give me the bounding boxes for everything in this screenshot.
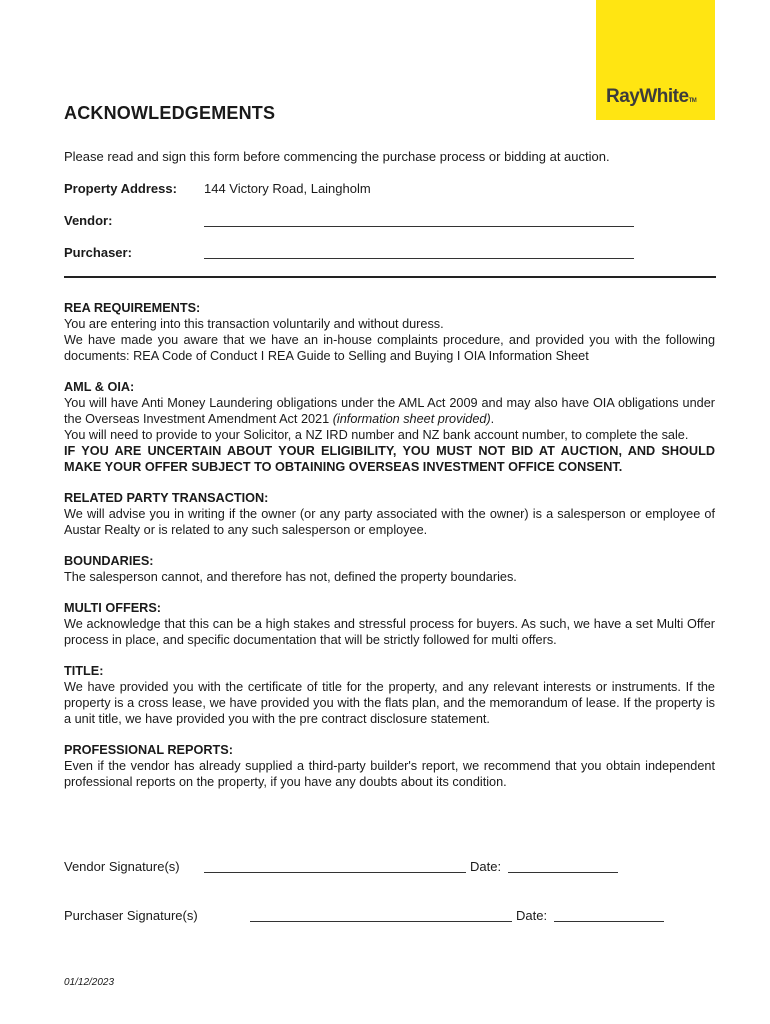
acknowledgement-sections [64, 300, 715, 805]
section-multi-offers [64, 600, 715, 648]
purchaser-field[interactable] [204, 244, 634, 259]
logo-trademark: TM [688, 98, 697, 104]
section-text: You will have Anti Money Laundering obligations under the AML Act 2009 and may also have OIA obligations under the Overseas Investment Amendment Act 2021 (information sheet provided). [64, 396, 715, 426]
section-heading: PROFESSIONAL REPORTS: [64, 743, 233, 757]
vendor-field[interactable] [204, 212, 634, 227]
property-address-value: 144 Victory Road, Laingholm [204, 181, 371, 196]
section-heading: AML & OIA: [64, 380, 135, 394]
purchaser-signature-field[interactable] [250, 907, 512, 922]
section-text: We acknowledge that this can be a high stakes and stressful process for buyers. As such, we have a set Multi Offer process in place, and specific documentation that will be strictly followed for multi offers. [64, 617, 715, 647]
section-text: We have made you aware that we have an in-house complaints procedure, and provided you with the following documents: REA Code of Conduct I REA Guide to Selling and Buying I OIA Information Sheet [64, 333, 715, 363]
vendor-signature-label: Vendor Signature(s) [64, 859, 180, 874]
eligibility-warning: IF YOU ARE UNCERTAIN ABOUT YOUR ELIGIBILITY, YOU MUST NOT BID AT AUCTION, AND SHOULD MAKE YOUR OFFER SUBJECT TO OBTAINING OVERSEAS INVESTMENT OFFICE CONSENT. [64, 444, 715, 474]
section-title [64, 663, 715, 727]
logo-wordmark: RayWhiteTM [606, 86, 697, 107]
section-text: We have provided you with the certificate of title for the property, and any relevant interests or instruments. If the property is a cross lease, we have provided you with the flats plan, and the memorandum of lease. If the property is a unit title, we have provided you with the pre contract disclosure statement. [64, 680, 715, 726]
section-heading: BOUNDARIES: [64, 554, 154, 568]
purchaser-date-label: Date: [516, 908, 548, 923]
section-text: You are entering into this transaction voluntarily and without duress. [64, 317, 444, 331]
vendor-date-field[interactable] [508, 858, 618, 873]
section-heading: TITLE: [64, 664, 104, 678]
section-text: The salesperson cannot, and therefore has not, defined the property boundaries. [64, 570, 517, 584]
purchaser-date-field[interactable] [554, 907, 664, 922]
section-divider [64, 276, 716, 278]
property-address-label: Property Address: [64, 181, 177, 196]
ray-white-logo [596, 0, 715, 120]
section-rea-requirements [64, 300, 715, 364]
section-heading: RELATED PARTY TRANSACTION: [64, 491, 269, 505]
purchaser-signature-label: Purchaser Signature(s) [64, 908, 198, 923]
vendor-signature-field[interactable] [204, 858, 466, 873]
section-heading: MULTI OFFERS: [64, 601, 162, 615]
section-heading: REA REQUIREMENTS: [64, 301, 201, 315]
purchaser-label: Purchaser: [64, 245, 132, 260]
footer-date: 01/12/2023 [64, 977, 115, 988]
info-sheet-note: (information sheet provided) [332, 412, 491, 426]
section-text: You will need to provide to your Solicitor, a NZ IRD number and NZ bank account number, to complete the sale. [64, 428, 689, 442]
section-aml-oia [64, 379, 715, 475]
section-text: Even if the vendor has already supplied a third-party builder's report, we recommend that you obtain independent professional reports on the property, if you have any doubts about its condition. [64, 759, 715, 789]
vendor-date-label: Date: [470, 859, 502, 874]
section-professional-reports [64, 742, 715, 790]
section-related-party [64, 490, 715, 538]
intro-text: Please read and sign this form before commencing the purchase process or bidding at auction. [64, 149, 610, 164]
section-text: We will advise you in writing if the owner (or any party associated with the owner) is a salesperson or employee of Austar Realty or is related to any such salesperson or employee. [64, 507, 715, 537]
vendor-label: Vendor: [64, 213, 113, 228]
section-boundaries [64, 553, 715, 585]
page-title: ACKNOWLEDGEMENTS [64, 103, 276, 123]
